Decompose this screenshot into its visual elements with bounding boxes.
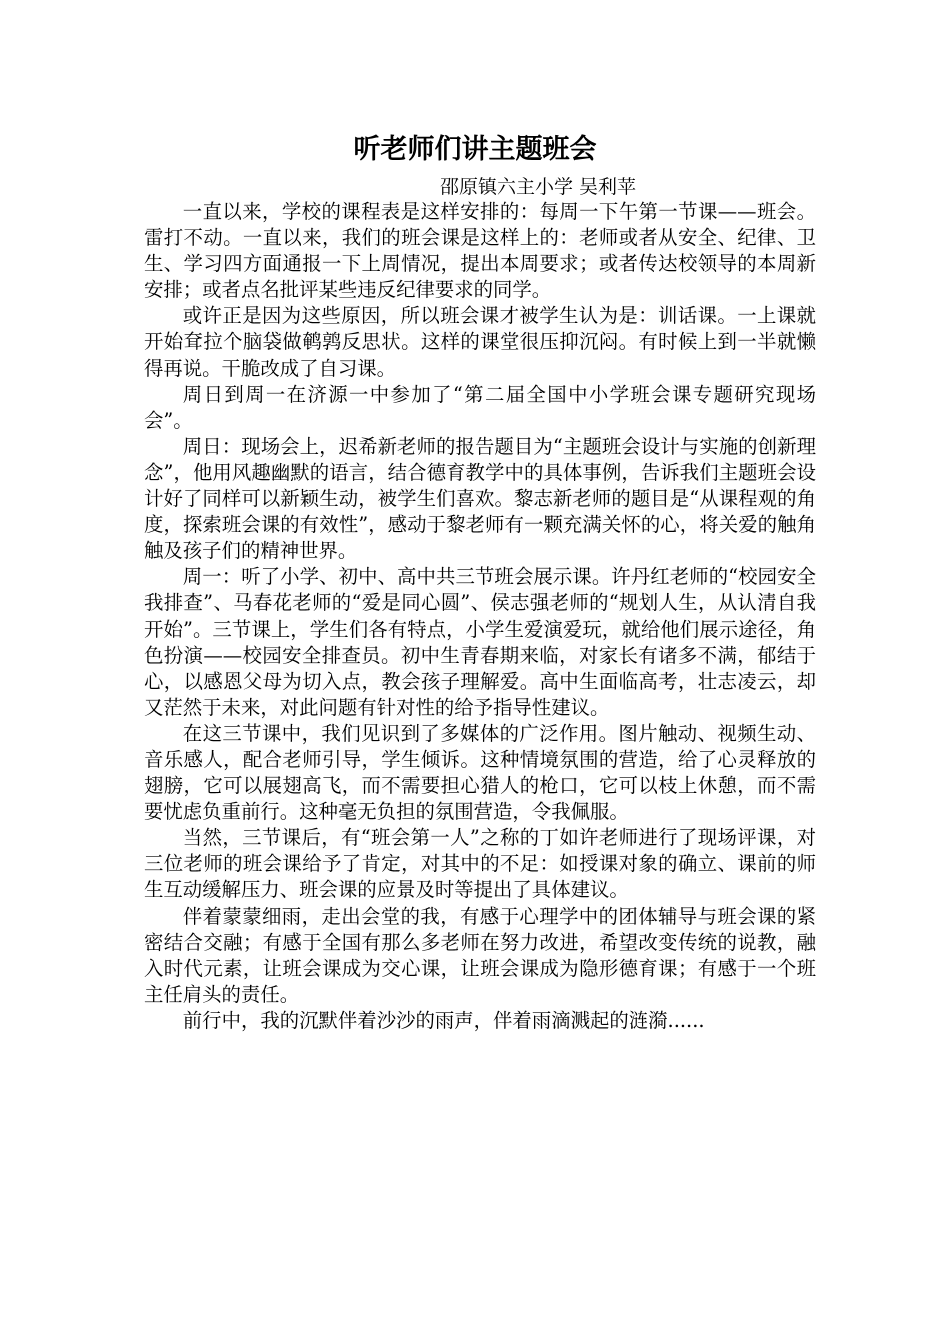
paragraph: 伴着蒙蒙细雨，走出会堂的我，有感于心理学中的团体辅导与班会课的紧密结合交融；有感于全国有那么多老师在努力改进，希望改变传统的说教，融入时代元素，让班会课成为交心课，让班会课成为隐形德育课；有感于一个班主任肩头的责任。 <box>144 904 816 1006</box>
paragraph: 周日到周一在济源一中参加了“第二届全国中小学班会课专题研究现场会”。 <box>144 382 816 432</box>
document-body <box>144 199 816 1034</box>
paragraph: 周一：听了小学、初中、高中共三节班会展示课。许丹红老师的“校园安全我排查”、马春花老师的“爱是同心圆”、侯志强老师的“规划人生，从认清自我开始”。三节课上，学生们各有特点，小学生爱演爱玩，就给他们展示途径，角色扮演——校园安全排查员。初中生青春期来临，对家长有诸多不满，郁结于心，以感恩父母为切入点，教会孩子理解爱。高中生面临高考，壮志凌云，却又茫然于未来，对此问题有针对性的给予指导性建议。 <box>144 565 816 719</box>
author-line: 邵原镇六主小学 吴利苹 <box>440 176 637 198</box>
paragraph: 或许正是因为这些原因，所以班会课才被学生认为是：训话课。一上课就开始耷拉个脑袋做鹌鹑反思状。这样的课堂很压抑沉闷。有时候上到一半就懒得再说。干脆改成了自习课。 <box>144 304 816 380</box>
document-title: 听老师们讲主题班会 <box>353 134 597 165</box>
paragraph: 前行中，我的沉默伴着沙沙的雨声，伴着雨滴溅起的涟漪...... <box>182 1008 705 1032</box>
paragraph: 周日：现场会上，迟希新老师的报告题目为“主题班会设计与实施的创新理念”，他用风趣幽默的语言，结合德育教学中的具体事例，告诉我们主题班会设计好了同样可以新颖生动，被学生们喜欢。黎志新老师的题目是“从课程观的角度，探索班会课的有效性”，感动于黎老师有一颗充满关怀的心，将关爱的触角触及孩子们的精神世界。 <box>144 434 816 563</box>
paragraph: 当然，三节课后，有“班会第一人”之称的丁如许老师进行了现场评课，对三位老师的班会课给予了肯定，对其中的不足：如授课对象的确立、课前的师生互动缓解压力、班会课的应景及时等提出了具体建议。 <box>144 826 816 902</box>
paragraph: 一直以来，学校的课程表是这样安排的：每周一下午第一节课——班会。雷打不动。一直以来，我们的班会课是这样上的：老师或者从安全、纪律、卫生、学习四方面通报一下上周情况，提出本周要求；或者传达校领导的本周新安排；或者点名批评某些违反纪律要求的同学。 <box>144 200 816 302</box>
paragraph: 在这三节课中，我们见识到了多媒体的广泛作用。图片触动、视频生动、音乐感人，配合老师引导，学生倾诉。这种情境氛围的营造，给了心灵释放的翅膀，它可以展翅高飞，而不需要担心猎人的枪口，它可以枝上休憩，而不需要忧虑负重前行。这种毫无负担的氛围营造，令我佩服。 <box>144 721 816 824</box>
